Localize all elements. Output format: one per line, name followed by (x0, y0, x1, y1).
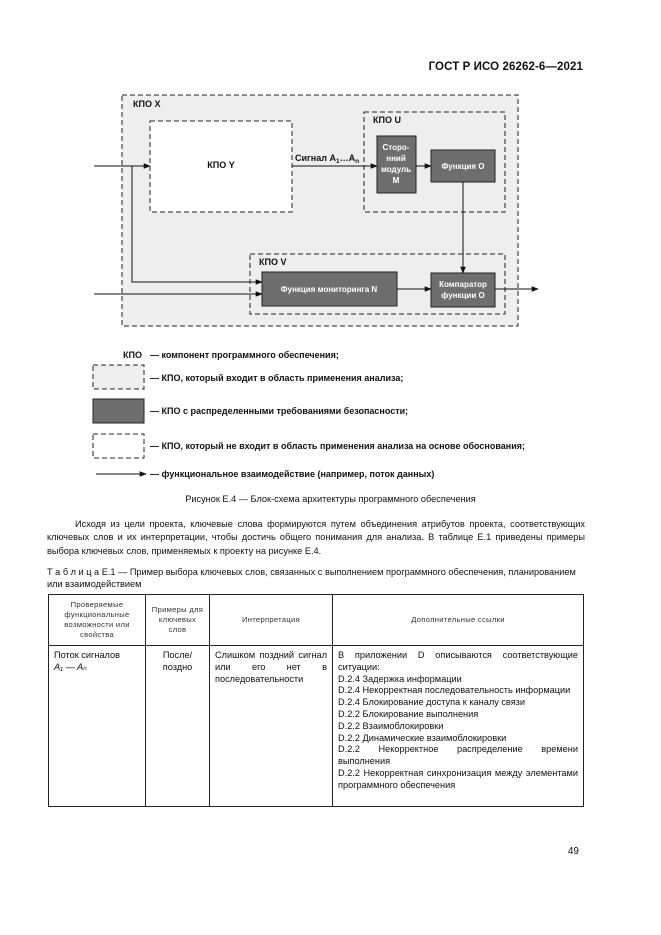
legend-scope-out: — КПО, который не входит в область применения анализа на основе обоснования; (150, 441, 525, 451)
col-header-property: Проверяемые функциональные возможности или свойства (49, 595, 146, 646)
page-number: 49 (567, 846, 579, 857)
ref-item: D.2.2 Взаимоблокировки (338, 720, 444, 731)
ref-item: D.2.2 Некорректное распределение времени выполнения (338, 744, 578, 767)
col-header-keyword: Примеры для ключевых слов (146, 595, 210, 646)
body-paragraph: Исходя из цели проекта, ключевые слова формируются путем объединения атрибутов проекта, соответствующих ключевых слов и их интерпретации, чтобы достичь общего понимания для анализа. В таблице E.1 приведены примеры выбора ключевых слов, применяемых к проекту на рисунке E.4. (47, 519, 585, 556)
cell-refs (333, 646, 584, 807)
keyword-table (48, 594, 584, 807)
comparator-line-1: Компаратор (439, 280, 487, 289)
standard-header: ГОСТ Р ИСО 26262-6—2021 (428, 61, 583, 73)
third-party-line-4: M (392, 176, 400, 185)
kpo-y-label: КПО Y (207, 160, 235, 170)
legend-interaction: — функциональное взаимодействие (например, поток данных) (150, 469, 435, 479)
property-text: Поток сигналов (54, 650, 121, 660)
function-o-label: Функция O (441, 162, 485, 171)
kpo-x-label: КПО X (133, 99, 161, 109)
ref-item: D.2.2 Динамические взаимоблокировки (338, 732, 507, 743)
kpo-v-label: КПО V (259, 257, 287, 267)
table-header-row (49, 595, 584, 646)
col-header-refs: Дополнительные ссылки (333, 595, 584, 646)
col-header-interpretation: Интерпретация (210, 595, 333, 646)
ref-item: D.2.4 Блокирование доступа к каналу связи (338, 697, 526, 708)
ref-item: D.2.4 Задержка информации (338, 673, 462, 684)
legend-abbr: КПО (123, 350, 142, 360)
comparator-line-2: функции O (441, 291, 485, 300)
legend-safety: — КПО с распределенными требованиями безопасности; (150, 406, 409, 416)
legend-abbr-desc: — компонент программного обеспечения; (150, 350, 339, 360)
refs-intro: В приложении D описываются соответствующие ситуации: (338, 650, 578, 672)
table-title-text: E.1 — Пример выбора ключевых слов, связанных с выполнением программного обеспечения, планированием или взаимодействием (47, 567, 576, 589)
comparator-box (431, 273, 495, 307)
legend-scope-in: — КПО, который входит в область применения анализа; (150, 373, 404, 383)
cell-interpretation: Слишком поздний сигнал или его нет в последовательности (210, 646, 333, 807)
third-party-line-1: Сторо- (382, 143, 410, 152)
ref-item: D.2.2 Блокирование выполнения (338, 708, 479, 719)
cell-property (49, 646, 146, 807)
table-row (49, 646, 584, 807)
ref-item: D.2.2 Некорректная синхронизация между элементами программного обеспечения (338, 767, 578, 790)
table-title-label: Т а б л и ц а (47, 567, 100, 577)
kpo-u-label: КПО U (373, 115, 401, 125)
legend-scope-out-swatch (93, 434, 144, 458)
cell-keyword: После/ поздно (146, 646, 210, 807)
signal-label: Сигнал $A_1\dots A_n$ (295, 153, 360, 165)
table-title (47, 566, 585, 590)
ref-item: D.2.4 Некорректная последовательность информации (338, 685, 571, 696)
monitoring-label: Функция мониторинга N (280, 285, 378, 294)
third-party-line-2: нний (386, 154, 406, 163)
legend-safety-swatch (93, 399, 144, 423)
property-formula: A₁ — Aₙ (54, 661, 87, 672)
third-party-line-3: модуль (380, 165, 412, 174)
figure-caption: Рисунок E.4 — Блок-схема архитектуры программного обеспечения (185, 494, 476, 504)
legend-scope-in-swatch (93, 365, 144, 389)
